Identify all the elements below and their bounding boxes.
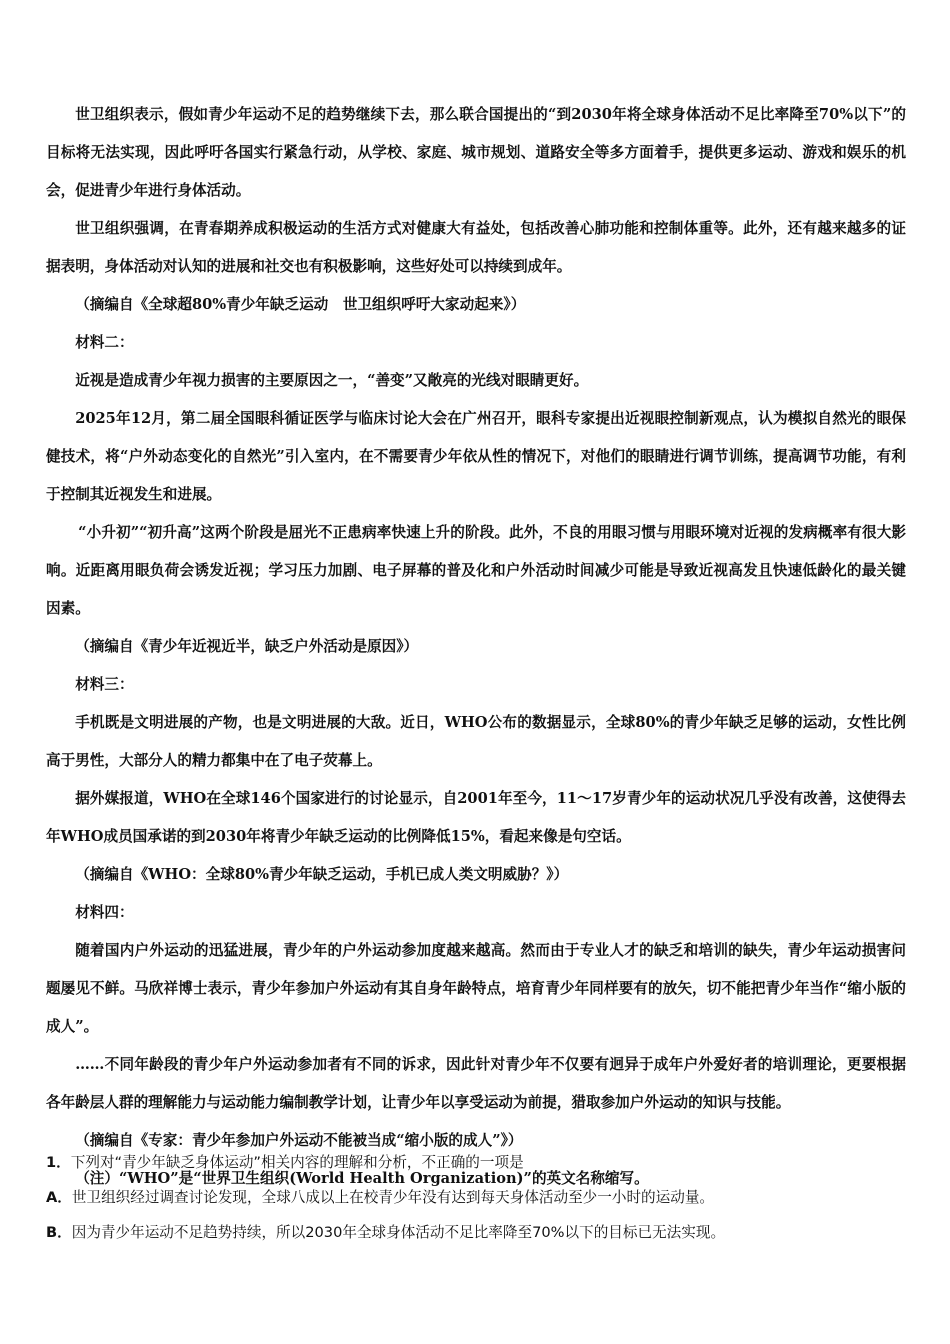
material3-paragraph-1: 手机既是文明进展的产物，也是文明进展的大敌。近日，WHO公布的数据显示，全球80%的青少年缺乏足够的运动，女性比例高于男性，大部分人的精力都集中在了电子荧幕上。: [46, 714, 906, 769]
material1-paragraph-2: 世卫组织强调，在青春期养成积极运动的生活方式对健康大有益处，包括改善心肺功能和控制体重等。此外，还有越来越多的证据表明，身体活动对认知的进展和社交也有积极影响，这些好处可以持续到成年。: [46, 220, 906, 275]
question-1: [46, 1145, 906, 1250]
material2-paragraph-3: “小升初”“初升高”这两个阶段是屈光不正患病率快速上升的阶段。此外，不良的用眼习惯与用眼环境对近视的发病概率有很大影响。近距离用眼负荷会诱发近视；学习压力加剧、电子屏幕的普及化和户外活动时间减少可能是导致近视高发且快速低龄化的最关键因素。: [46, 524, 906, 617]
material3-heading: 材料三：: [75, 676, 134, 693]
material3-source: （摘编自《WHO：全球80%青少年缺乏运动，手机已成人类文明威胁？》）: [75, 866, 569, 883]
option-b-text: 因为青少年运动不足趋势持续，所以2030年全球身体活动不足比率降至70%以下的目标已无法实现。: [71, 1224, 726, 1241]
material4-heading: 材料四：: [75, 904, 134, 921]
question-1-option-a: [46, 1180, 906, 1215]
question-1-number: 1．: [46, 1154, 71, 1171]
reading-materials: [46, 96, 906, 1198]
question-1-stem: 下列对“青少年缺乏身体运动”相关内容的理解和分析，不正确的一项是: [70, 1154, 524, 1171]
material1-source: （摘编自《全球超80%青少年缺乏运动 世卫组织呼吁大家动起来》）: [75, 296, 526, 313]
material4-note: （注）“WHO”是“世界卫生组织(World Health Organization)”的英文名称缩写。: [75, 1170, 649, 1187]
option-a-letter: A．: [46, 1189, 72, 1206]
material1-paragraph-1: 世卫组织表示，假如青少年运动不足的趋势继续下去，那么联合国提出的“到2030年将全球身体活动不足比率降至70%以下”的目标将无法实现，因此呼吁各国实行紧急行动，从学校、家庭、城市规划、道路安全等多方面着手，提供更多运动、游戏和娱乐的机会，促进青少年进行身体活动。: [46, 106, 906, 199]
question-1-stem-line: [46, 1145, 906, 1180]
material4-paragraph-2: ……不同年龄段的青少年户外运动参加者有不同的诉求，因此针对青少年不仅要有迥异于成年户外爱好者的培训理论，更要根据各年龄层人群的理解能力与运动能力编制教学计划，让青少年以享受运动为前提，猎取参加户外运动的知识与技能。: [46, 1056, 906, 1111]
material2-paragraph-1: 近视是造成青少年视力损害的主要原因之一，“善变”又敞亮的光线对眼睛更好。: [75, 372, 589, 389]
material2-paragraph-2: 2025年12月，第二届全国眼科循证医学与临床讨论大会在广州召开，眼科专家提出近视眼控制新观点，认为模拟自然光的眼保健技术，将“户外动态变化的自然光”引入室内，在不需要青少年依从性的情况下，对他们的眼睛进行调节训练，提高调节功能，有利于控制其近视发生和进展。: [46, 410, 906, 503]
material4-paragraph-1: 随着国内户外运动的迅猛进展，青少年的户外运动参加度越来越高。然而由于专业人才的缺乏和培训的缺失，青少年运动损害问题屡见不鲜。马欣祥博士表示，青少年参加户外运动有其自身年龄特点，培育青少年同样要有的放矢，切不能把青少年当作“缩小版的成人”。: [46, 942, 906, 1035]
option-a-text: 世卫组织经过调查讨论发现，全球八成以上在校青少年没有达到每天身体活动至少一小时的运动量。: [71, 1189, 715, 1206]
option-b-letter: B．: [46, 1224, 72, 1241]
question-1-option-b: [46, 1215, 906, 1250]
material2-heading: 材料二：: [75, 334, 134, 351]
material4-source: （摘编自《专家：青少年参加户外运动不能被当成“缩小版的成人”》）: [75, 1132, 523, 1149]
material3-paragraph-2: 据外媒报道，WHO在全球146个国家进行的讨论显示，自2001年至今，11～17岁青少年的运动状况几乎没有改善，这使得去年WHO成员国承诺的到2030年将青少年缺乏运动的比例降低15%，看起来像是句空话。: [46, 790, 906, 845]
material2-source: （摘编自《青少年近视近半，缺乏户外活动是原因》）: [75, 638, 419, 655]
